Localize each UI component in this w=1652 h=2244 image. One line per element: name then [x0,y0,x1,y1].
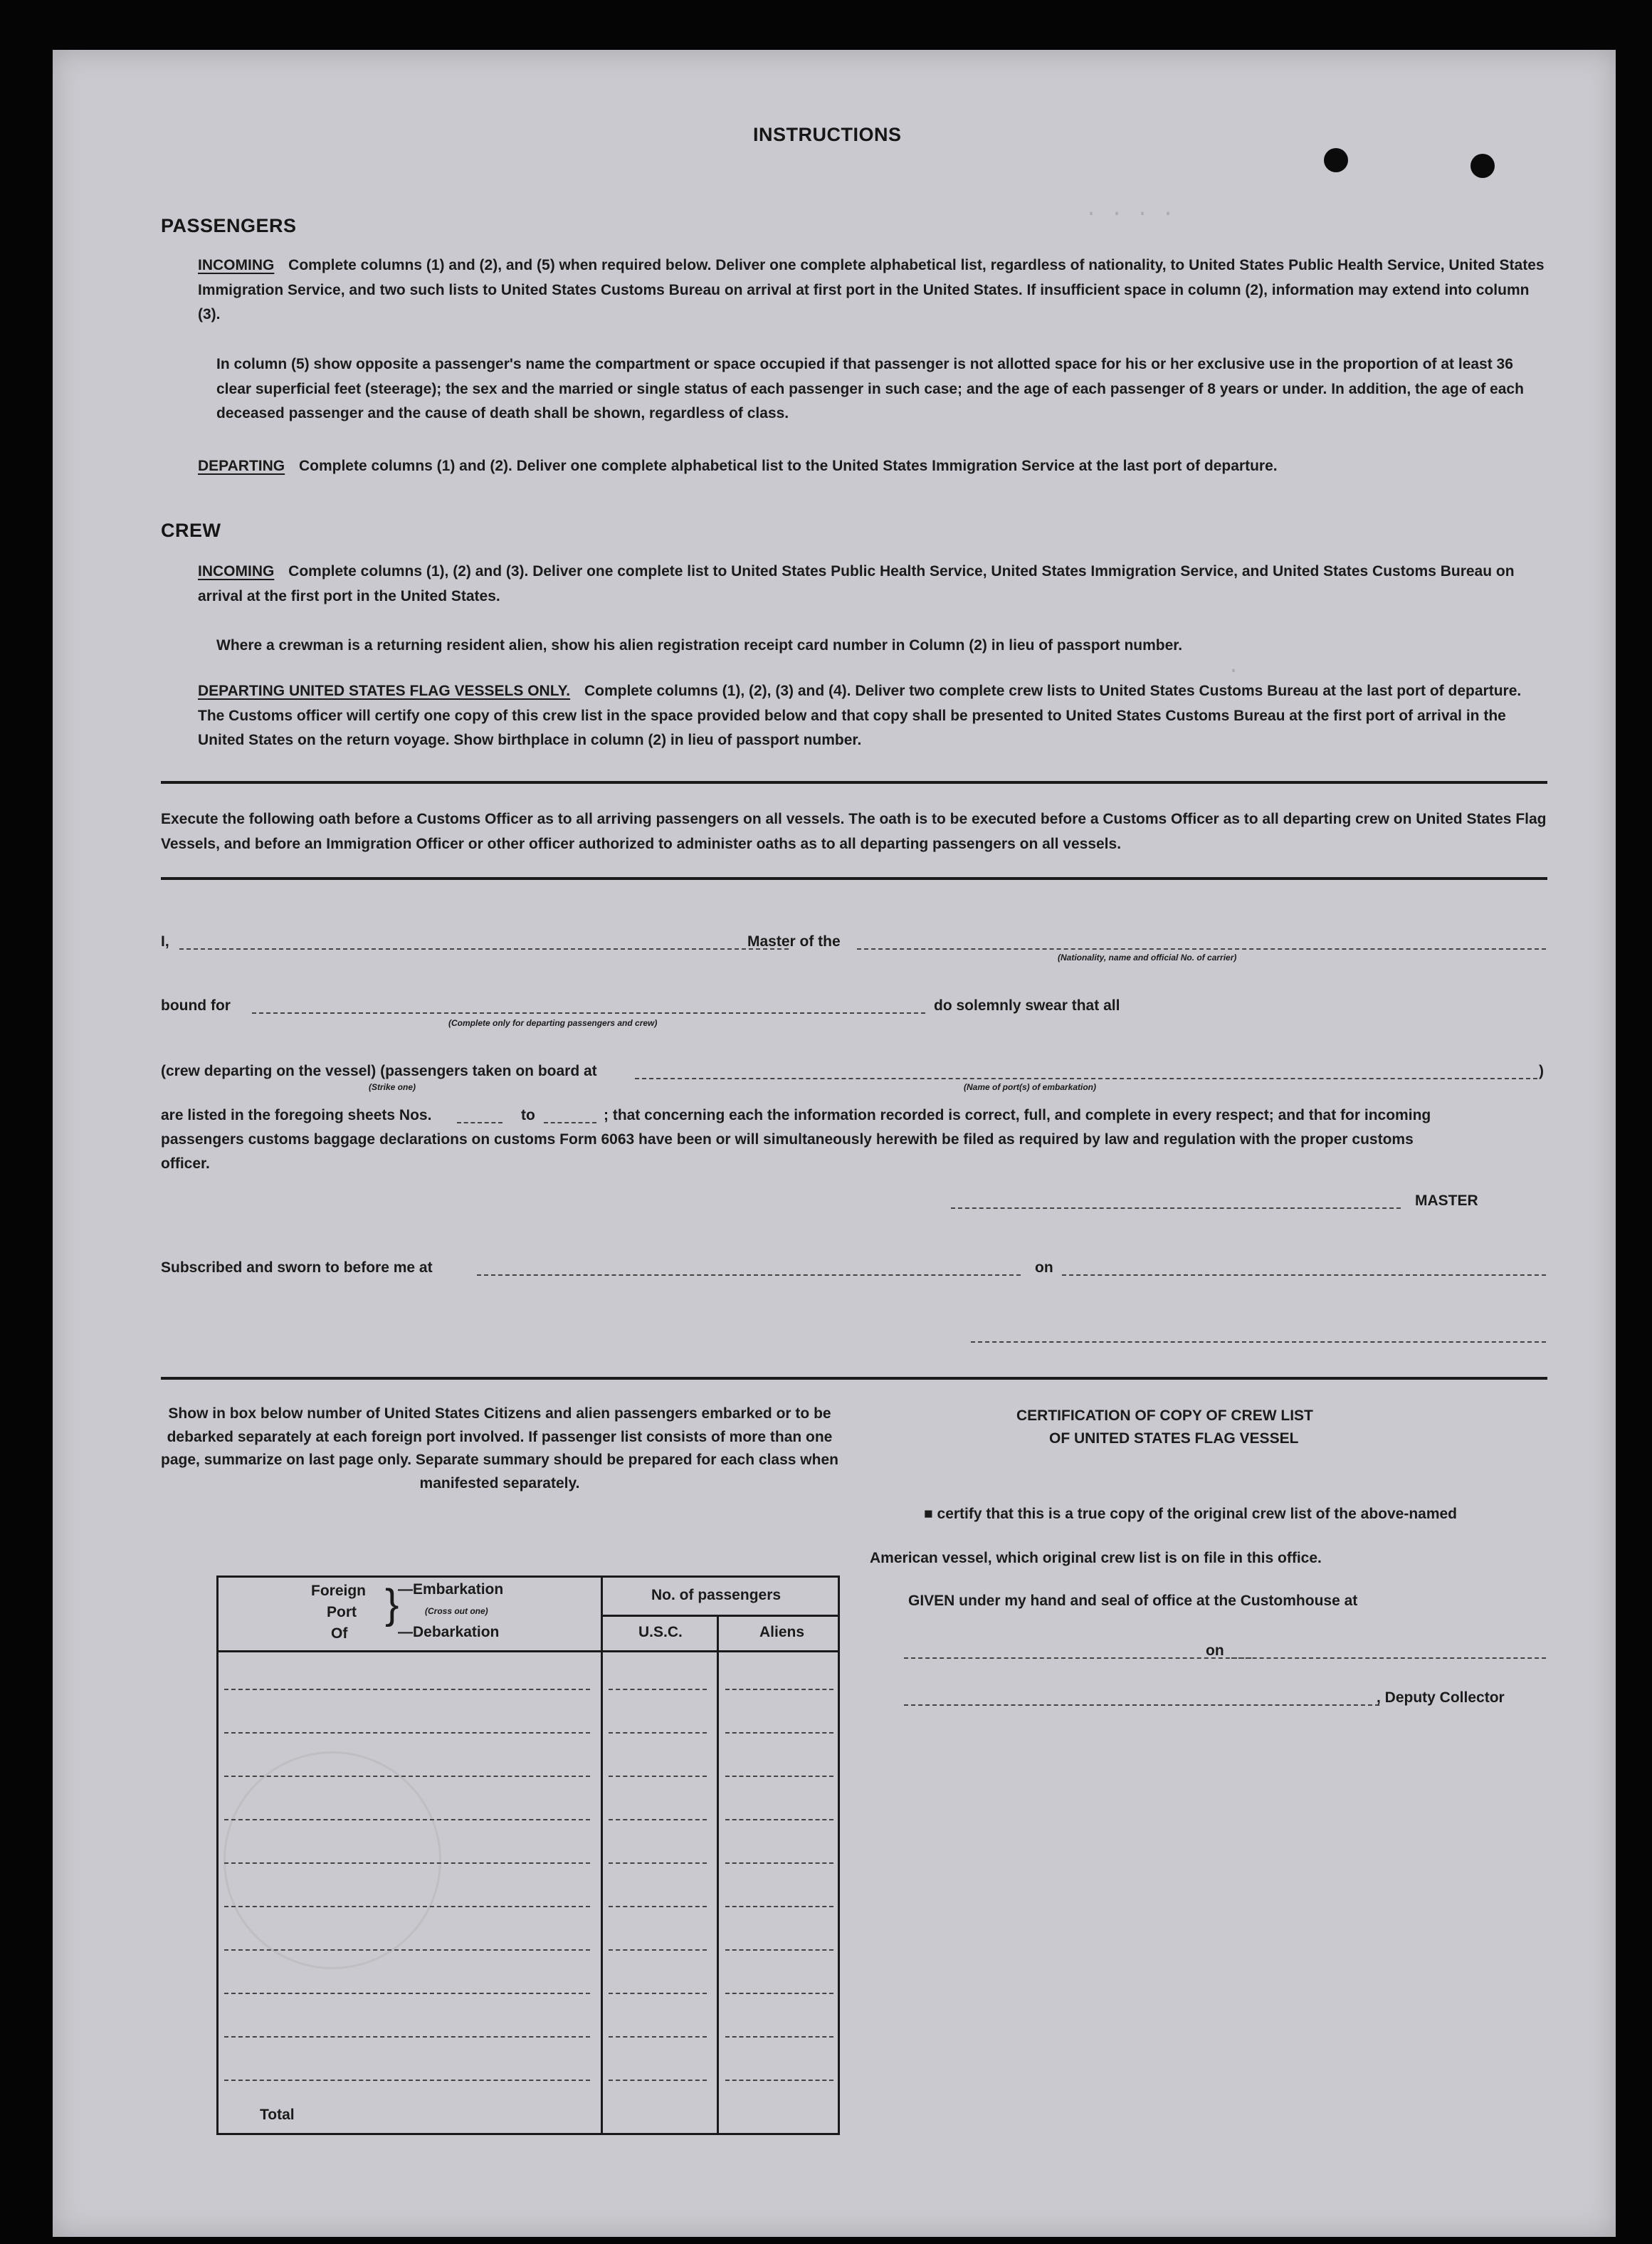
crew-passengers-label: (crew departing on the vessel) (passengers taken on board at [161,1063,597,1079]
col-of: Of [331,1625,348,1642]
no-passengers-header: No. of passengers [651,1587,782,1603]
certify-statement: certify that this is a true copy of the original crew list of the above-named [937,1506,1458,1522]
table-entry-line[interactable] [224,1993,590,1994]
passengers-incoming-text: Complete columns (1) and (2), and (5) when required below. Deliver one complete alphabetical list, regardless of nationality, to United States Public Health Service, United States Immigration Service, and two such lists to United States Customs Bureau on arrival at first port in the United States. If insufficient space in column (2), information may extend into column (3). [198,257,1545,323]
table-entry-line[interactable] [725,1906,833,1907]
table-entry-line[interactable] [224,1776,590,1777]
passengers-departing-text: Complete columns (1) and (2). Deliver one complete alphabetical list to the United States Immigration Service at the last port of departure. [298,458,1278,474]
master-signature-field[interactable] [951,1207,1401,1209]
master-label: MASTER [1415,1192,1478,1209]
master-name-field[interactable] [179,948,789,950]
listed-prefix: are listed in the foregoing sheets Nos. [161,1107,432,1123]
crew-departing-paragraph [198,679,1548,753]
table-entry-line[interactable] [725,1776,833,1777]
passengers-heading: PASSENGERS [161,215,297,236]
passengers-column5-text: In column (5) show opposite a passenger's name the compartment or space occupied if that passenger is not allotted space for his or her exclusive use in the proportion of at least 36 clear superficial feet (steerage); the sex and the married or single status of each passenger in such case; and the age of each passenger of 8 years or under. In addition, the age of each deceased passenger and the cause of death shall be shown, regardless of class. [216,356,1524,421]
passengers-departing-paragraph [198,454,1548,479]
table-entry-line[interactable] [224,1949,590,1951]
subscribed-label: Subscribed and sworn to before me at [161,1259,433,1276]
port-note: (Name of port(s) of embarkation) [964,1082,1097,1092]
table-entry-line[interactable] [725,2036,833,2038]
divider-rule [161,781,1547,784]
carrier-field[interactable] [857,948,1546,950]
deputy-collector-label: , Deputy Collector [1377,1689,1505,1706]
listed-continuation: passengers customs baggage declarations on customs Form 6063 have been or will simultaneously herewith be filed as required by law and regulation with the proper customs [161,1131,1414,1148]
form-page [53,50,1616,2237]
table-entry-line[interactable] [224,1819,590,1820]
col-foreign: Foreign [311,1583,366,1599]
table-entry-line[interactable] [725,1862,833,1864]
master-of-label: Master of the [747,933,841,950]
table-entry-line[interactable] [224,1862,590,1864]
table-entry-line[interactable] [609,2036,707,2038]
certification-date-field[interactable] [1231,1657,1546,1659]
listed-text: ; that concerning each the information recorded is correct, full, and complete in every respect; and that for incoming [604,1107,1431,1123]
american-vessel-text: American vessel, which original crew list is on file in this office. [870,1550,1322,1566]
brace-glyph: } [385,1581,399,1627]
swear-label: do solemnly swear that all [934,997,1120,1014]
nationality-note: (Nationality, name and official No. of carrier) [1058,953,1237,963]
certify-text: ■ certify that this is a true copy of the original crew list of the above-named [924,1506,1458,1522]
passengers-incoming-label: INCOMING [198,257,275,273]
crew-departing-text: Complete columns (1), (2), (3) and (4). Deliver two complete crew lists to United States Customs Bureau at the last port of departure. The Customs officer will certify one copy of this crew list in the space provided below and that copy shall be presented to United States Customs Bureau at the first port of arrival in the United States on the return voyage. Show birthplace in column (2) in lieu of passport number. [198,683,1522,748]
cross-out-note: (Cross out one) [425,1606,488,1616]
page-title: INSTRUCTIONS [753,124,902,145]
deputy-signature-field[interactable] [904,1704,1379,1706]
port-of-embarkation-field[interactable] [635,1078,1537,1079]
table-entry-line[interactable] [609,1906,707,1907]
subscribed-place-field[interactable] [477,1274,1021,1276]
table-entry-line[interactable] [725,2080,833,2081]
total-label: Total [260,2107,295,2123]
certification-title-line1: CERTIFICATION OF COPY OF CREW LIST [1016,1407,1313,1424]
table-entry-line[interactable] [609,1993,707,1994]
to-label: to [521,1107,535,1123]
table-column-divider [601,1578,603,2133]
table-entry-line[interactable] [609,1862,707,1864]
strike-one-note: (Strike one) [369,1082,416,1092]
divider-rule [161,1377,1547,1380]
summary-instructions: Show in box below number of United States Citizens and alien passengers embarked or to be debarked separately at each foreign port involved. If passenger list consists of more than one page, summarize on last page only. Separate summary should be prepared for each class when manifested separately. [161,1405,838,1491]
bleed-through-text: . . . . [1085,198,1175,222]
passenger-summary-table [216,1575,840,2135]
certification-title-line2: OF UNITED STATES FLAG VESSEL [1049,1430,1299,1447]
table-entry-line[interactable] [609,1689,707,1690]
bleed-through-text: . [1227,655,1241,679]
crew-incoming-label: INCOMING [198,563,275,580]
table-header-divider [601,1615,838,1617]
usc-header: U.S.C. [638,1624,683,1640]
table-entry-line[interactable] [224,1689,590,1690]
sheet-from-field[interactable] [457,1122,503,1123]
bound-for-field[interactable] [252,1012,925,1014]
table-entry-line[interactable] [725,1689,833,1690]
subscribed-on-label: on [1035,1259,1053,1276]
crew-departing-label: DEPARTING UNITED STATES FLAG VESSELS ONLY. [198,683,571,699]
oath-i-label: I, [161,933,169,950]
passengers-departing-label: DEPARTING [198,458,285,474]
crew-incoming-text: Complete columns (1), (2) and (3). Deliver one complete list to United States Public Health Service, United States Immigration Service, and United States Customs Bureau on arrival at the first port in the United States. [198,563,1515,604]
officer-label: officer. [161,1155,210,1172]
table-header-rule [219,1650,838,1652]
table-entry-line[interactable] [609,1949,707,1951]
close-paren: ) [1539,1063,1544,1079]
officer-signature-field[interactable] [971,1341,1546,1343]
table-entry-line[interactable] [224,2080,590,2081]
debarkation-label: —Debarkation [398,1624,500,1640]
table-entry-line[interactable] [725,1819,833,1820]
aliens-header: Aliens [759,1624,805,1640]
divider-rule [161,877,1547,880]
given-text: GIVEN under my hand and seal of office at the Customhouse at [908,1593,1358,1609]
table-entry-line[interactable] [609,1776,707,1777]
table-entry-line[interactable] [609,1819,707,1820]
punch-hole [1324,148,1348,172]
table-entry-line[interactable] [224,1732,590,1734]
subscribed-date-field[interactable] [1062,1274,1546,1276]
table-entry-line[interactable] [609,2080,707,2081]
oath-intro: Execute the following oath before a Customs Officer as to all arriving passengers on all vessels. The oath is to be executed before a Customs Officer as to all departing crew on United States Flag Vessels, and before an Immigration Officer or other officer authorized to administer oaths as to all departing passengers on all vessels. [161,811,1547,852]
table-entry-line[interactable] [725,1732,833,1734]
crew-resident-text: Where a crewman is a returning resident alien, show his alien registration receipt card number in Column (2) in lieu of passport number. [216,637,1183,654]
table-entry-line[interactable] [224,2036,590,2038]
crew-incoming-paragraph [198,560,1548,609]
punch-hole [1471,154,1495,178]
customhouse-field[interactable] [904,1657,1251,1659]
table-entry-line[interactable] [609,1732,707,1734]
table-entry-line[interactable] [224,1906,590,1907]
table-column-divider [717,1615,719,2133]
table-entry-line[interactable] [725,1949,833,1951]
sheet-to-field[interactable] [544,1122,596,1123]
crew-heading: CREW [161,520,221,541]
certification-on-label: on [1206,1642,1224,1659]
bound-for-label: bound for [161,997,231,1014]
table-entry-line[interactable] [725,1993,833,1994]
complete-only-note: (Complete only for departing passengers and crew) [448,1018,658,1028]
col-port: Port [327,1604,357,1620]
passengers-incoming-paragraph [198,253,1548,327]
embarkation-label: —Embarkation [398,1581,504,1598]
